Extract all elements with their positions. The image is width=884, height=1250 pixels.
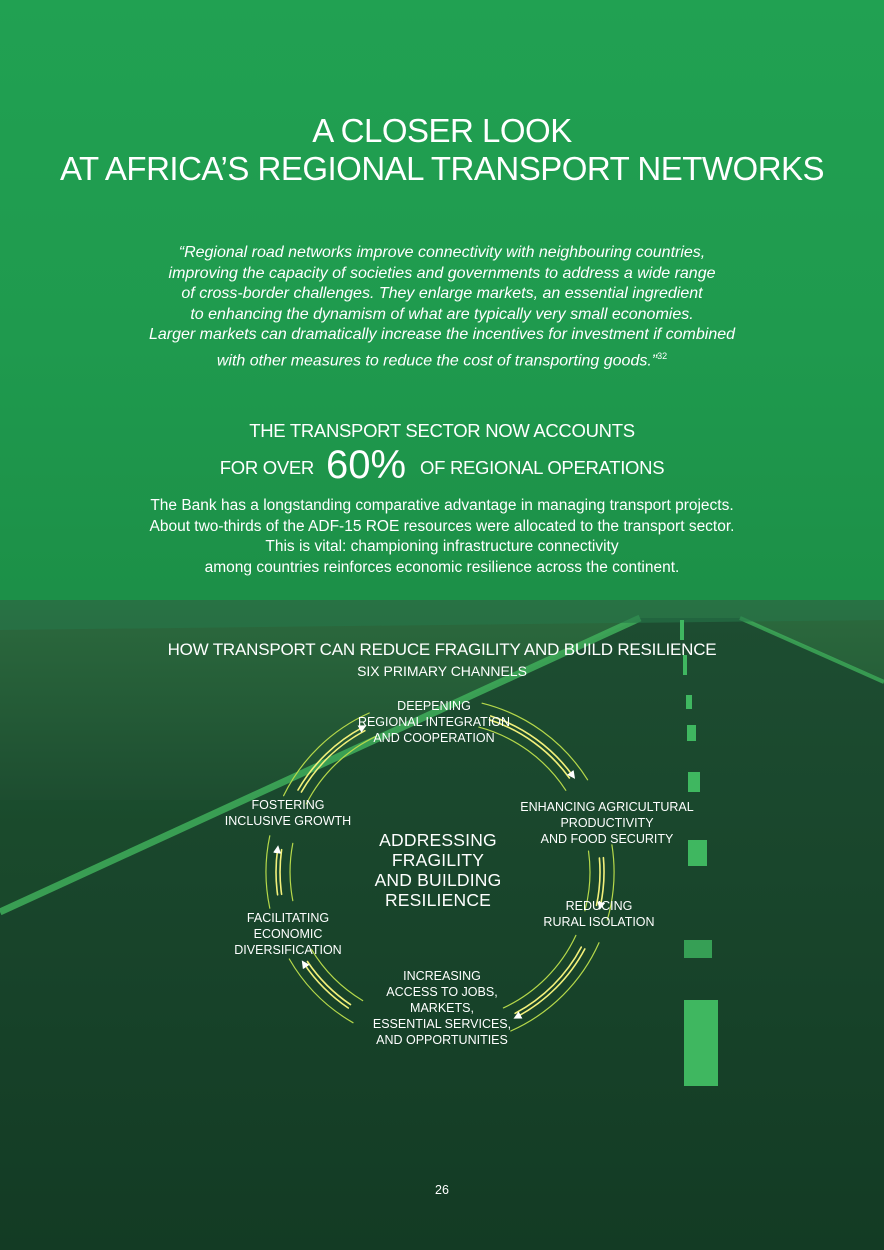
channel-deepening xyxy=(334,698,534,746)
channel-line: ENHANCING AGRICULTURAL xyxy=(520,800,694,814)
channel-line: INCREASING xyxy=(403,969,481,983)
stat-line-1: THE TRANSPORT SECTOR NOW ACCOUNTS xyxy=(249,420,635,441)
channel-line: INCLUSIVE GROWTH xyxy=(224,814,352,828)
bank-line: This is vital: championing infrastructure connectivity xyxy=(265,538,619,555)
channel-line: REGIONAL INTEGRATION xyxy=(357,715,511,729)
channel-line: AND OPPORTUNITIES xyxy=(376,1033,508,1047)
channel-rural xyxy=(524,898,674,930)
channel-line: AND FOOD SECURITY xyxy=(540,832,674,846)
center-line: RESILIENCE xyxy=(384,890,492,910)
channel-line: ECONOMIC xyxy=(253,927,323,941)
diagram-center-label xyxy=(358,830,518,910)
quote-line: improving the capacity of societies and governments to address a wide range xyxy=(168,264,716,282)
center-line: FRAGILITY xyxy=(391,850,485,870)
stat-prefix: FOR OVER xyxy=(219,457,314,478)
stat-value: 60% xyxy=(325,443,407,487)
bank-line: among countries reinforces economic resilience across the continent. xyxy=(204,558,680,576)
channel-access xyxy=(352,968,532,1048)
diagram-title: HOW TRANSPORT CAN REDUCE FRAGILITY AND BUILD RESILIENCE xyxy=(167,640,717,659)
arrow-diversification-to-inclusive-line-b xyxy=(276,849,278,895)
quote-line: to enhancing the dynamism of what are typically very small economies. xyxy=(190,305,694,323)
quote-line: Larger markets can dramatically increase the incentives for investment if combined xyxy=(148,326,736,343)
center-line: AND BUILDING xyxy=(374,870,502,890)
channel-line: FOSTERING xyxy=(251,798,325,812)
channel-line: DEEPENING xyxy=(397,699,471,713)
channel-line: ACCESS TO JOBS, xyxy=(386,985,498,999)
channel-line: REDUCING xyxy=(565,899,633,913)
quote-line: “Regional road networks improve connectivity with neighbouring countries, xyxy=(178,244,706,261)
title-line-2: AT AFRICA’S REGIONAL TRANSPORT NETWORKS xyxy=(59,150,825,187)
page-number: 26 xyxy=(435,1183,449,1197)
bank-line: About two-thirds of the ADF-15 ROE resources were allocated to the transport sector. xyxy=(149,517,735,535)
channel-line: PRODUCTIVITY xyxy=(560,816,654,830)
footnote-ref: 32 xyxy=(657,350,668,361)
channel-line: DIVERSIFICATION xyxy=(234,943,342,957)
quote-line: of cross-border challenges. They enlarge markets, an essential ingredient xyxy=(181,285,703,302)
title-line-1: A CLOSER LOOK xyxy=(312,112,572,149)
bank-line: The Bank has a longstanding comparative advantage in managing transport projects. xyxy=(150,497,734,514)
channel-inclusive xyxy=(206,797,370,829)
arrow-access-to-diversification-line-a xyxy=(307,962,350,1005)
quote-last-line: with other measures to reduce the cost of transporting goods.” xyxy=(216,351,658,369)
diagram-subtitle: SIX PRIMARY CHANNELS xyxy=(357,663,527,679)
channel-line: ESSENTIAL SERVICES, xyxy=(372,1017,512,1031)
channel-line: MARKETS, xyxy=(410,1001,474,1015)
stat-suffix: OF REGIONAL OPERATIONS xyxy=(420,457,665,478)
channel-line: AND COOPERATION xyxy=(373,731,495,745)
channel-diversification xyxy=(216,910,360,958)
center-line: ADDRESSING xyxy=(379,830,497,850)
channel-line: RURAL ISOLATION xyxy=(543,915,655,929)
arrow-diversification-to-inclusive-line-a xyxy=(280,850,282,895)
arrow-diversification-to-inclusive-outer xyxy=(266,836,270,908)
arrow-access-to-diversification-outer xyxy=(289,959,353,1023)
channel-line: FACILITATING xyxy=(246,911,330,925)
arrow-diversification-to-inclusive-inner xyxy=(290,843,293,900)
channel-agricultural xyxy=(500,799,714,847)
